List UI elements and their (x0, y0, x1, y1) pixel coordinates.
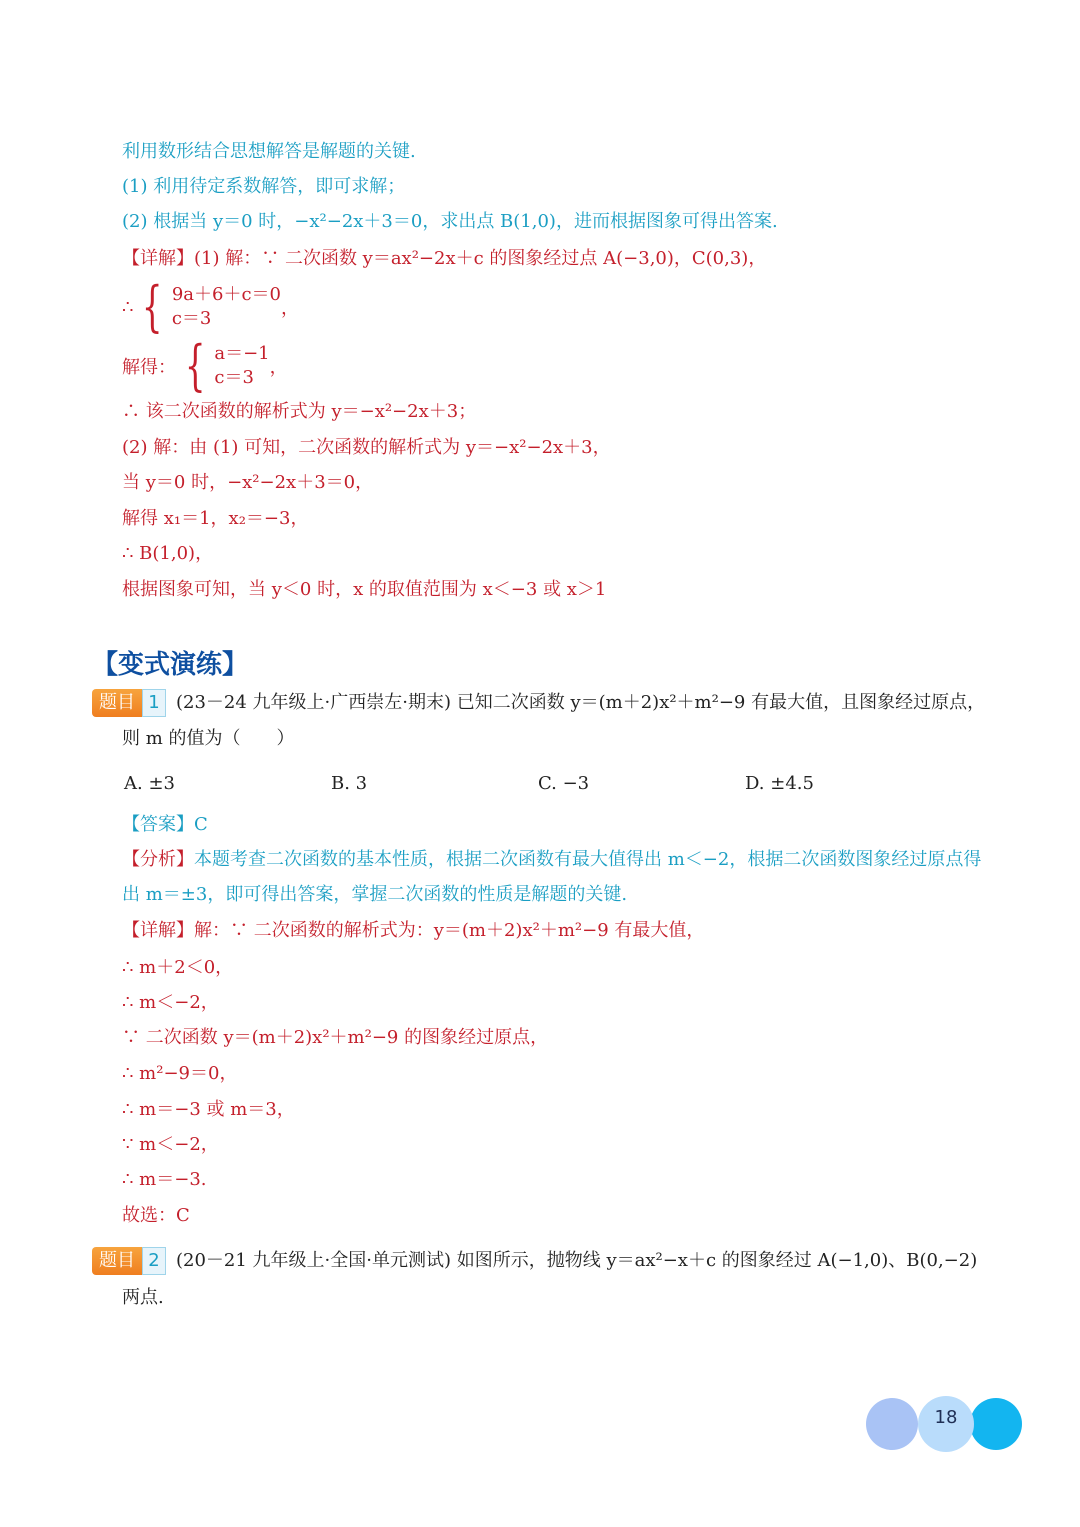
detail-line: ∵ 二次函数 y＝(m＋2)x²＋m²−9 的图象经过原点， (122, 1027, 549, 1048)
answer-tag: 【答案】 (122, 814, 194, 835)
detail-tag: 【详解】 (122, 248, 194, 269)
answer-line (122, 813, 208, 837)
detail-line: ∴ m＝−3. (122, 1169, 207, 1190)
detail-line (122, 247, 766, 271)
therefore-symbol: ∴ (122, 296, 134, 318)
analysis-line: (1) 利用待定系数解答，即可求解； (122, 176, 406, 197)
detail-tag: 【详解】 (122, 920, 194, 941)
detail-line: ∴ m²−9＝0， (122, 1063, 238, 1084)
detail-line: ∴ m＝−3 或 m＝3， (122, 1099, 295, 1120)
comma: ， (280, 298, 299, 319)
section-title: 【变式演练】 (92, 650, 249, 680)
left-brace: { (142, 275, 163, 338)
equation: c＝3 (171, 308, 212, 329)
question-text: 则 m 的值为（ ） (122, 728, 295, 749)
detail-line (122, 919, 704, 943)
detail-text: (1) 解：∵ 二次函数 y＝ax²−2x＋c 的图象经过点 A(−3,0)，C(0,3)， (194, 248, 767, 269)
badge-number: 2 (142, 1247, 166, 1275)
detail-line: ∴ m＋2＜0， (122, 957, 234, 978)
analysis-line: 出 m＝±3，即可得出答案，掌握二次函数的性质是解题的关键. (122, 884, 628, 905)
equation-system (122, 275, 299, 338)
analysis-tag: 【分析】 (122, 849, 194, 870)
badge-number: 1 (142, 689, 166, 717)
badge-label: 题目 (92, 689, 142, 717)
solution-system (122, 334, 288, 397)
question-badge (92, 689, 166, 717)
choice-b: B. 3 (331, 773, 368, 794)
comma: ， (269, 357, 288, 378)
detail-line: 当 y＝0 时，−x²−2x＋3＝0， (122, 472, 374, 493)
analysis-line: (2) 根据当 y＝0 时，−x²−2x＋3＝0，求出点 B(1,0)，进而根据图象可得出答案. (122, 211, 778, 232)
page-number: 18 (934, 1407, 958, 1428)
question-badge (92, 1247, 166, 1275)
choice-a: A. ±3 (124, 773, 175, 794)
analysis-line (122, 848, 981, 872)
question-text: (23－24 九年级上·广西崇左·期末) 已知二次函数 y＝(m＋2)x²＋m²−9 有最大值，且图象经过原点， (176, 692, 986, 713)
question-text: (20－21 九年级上·全国·单元测试) 如图所示，抛物线 y＝ax²−x＋c 的图象经过 A(−1,0)、B(0,−2) (176, 1250, 978, 1271)
badge-label: 题目 (92, 1247, 142, 1275)
question-text: 两点. (122, 1287, 164, 1308)
detail-text: 解：∵ 二次函数的解析式为：y＝(m＋2)x²＋m²−9 有最大值， (194, 920, 705, 941)
solution-prefix: 解得： (122, 357, 176, 378)
choice-d: D. ±4.5 (745, 773, 814, 794)
detail-line: ∵ m＜−2， (122, 1134, 219, 1155)
detail-line: (2) 解：由 (1) 可知，二次函数的解析式为 y＝−x²−2x＋3， (122, 437, 611, 458)
detail-line: 根据图象可知，当 y＜0 时，x 的取值范围为 x＜−3 或 x＞1 (122, 579, 607, 600)
analysis-text: 本题考查二次函数的基本性质，根据二次函数有最大值得出 m＜−2，根据二次函数图象经过原点得 (194, 849, 982, 870)
equation: a＝−1 (214, 343, 270, 364)
left-brace: { (184, 334, 206, 397)
decor-circle-right (970, 1398, 1022, 1450)
equation: 9a＋6＋c＝0 (171, 284, 281, 305)
detail-line: 解得 x₁＝1，x₂＝−3， (122, 508, 309, 529)
detail-line: ∴ 该二次函数的解析式为 y＝−x²−2x＋3； (122, 401, 477, 422)
answer-value: C (194, 814, 208, 835)
detail-line: ∴ B(1,0)， (122, 543, 214, 564)
detail-line: 故选：C (122, 1205, 190, 1226)
choice-c: C. −3 (538, 773, 590, 794)
decor-circle-left (866, 1398, 918, 1450)
detail-line: ∴ m＜−2， (122, 992, 219, 1013)
equation: c＝3 (214, 367, 254, 388)
analysis-line: 利用数形结合思想解答是解题的关键. (122, 141, 416, 162)
